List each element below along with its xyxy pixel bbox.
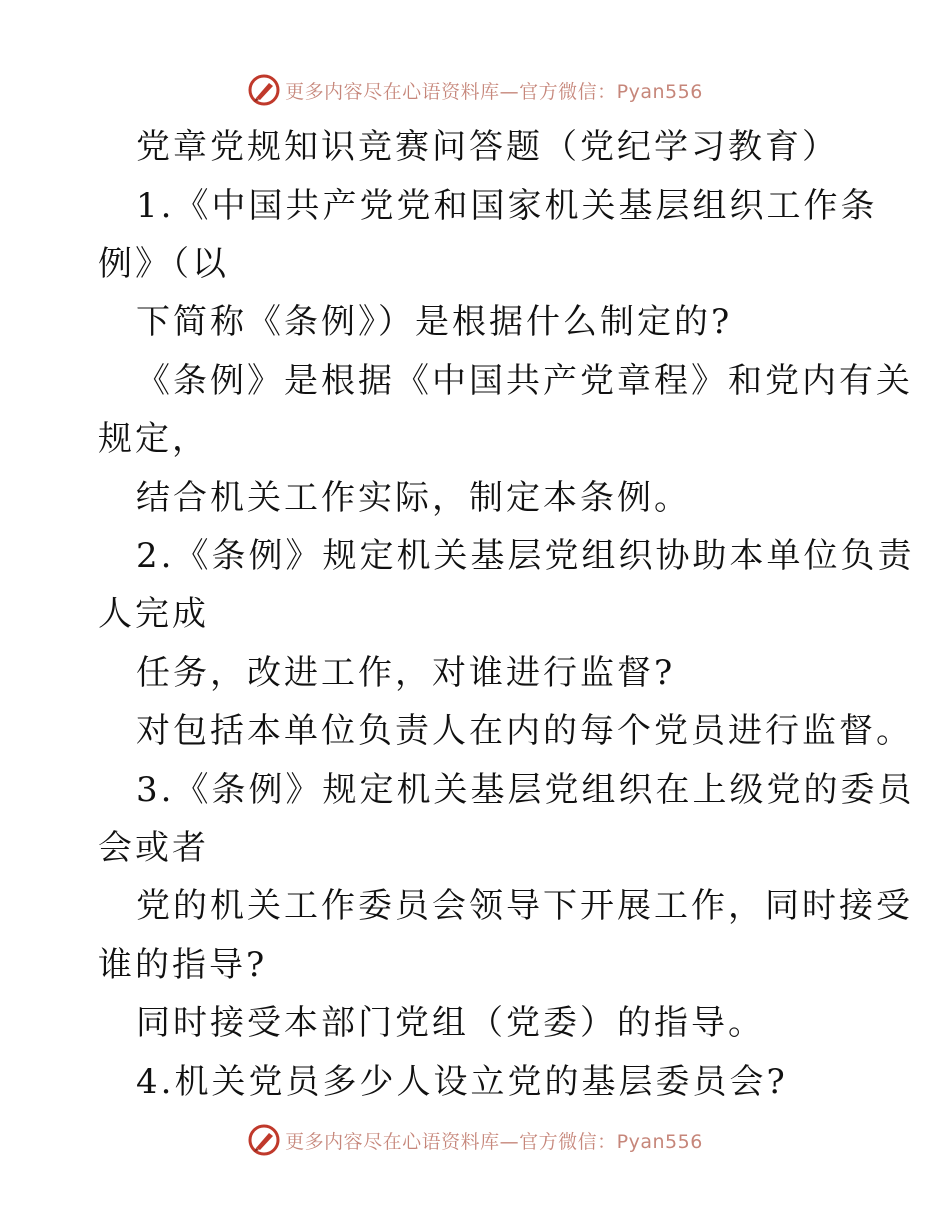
watermark-text: 更多内容尽在心语资料库—官方微信：Pyan556 (285, 80, 703, 103)
answer-1: 《条例》是根据《中国共产党章程》和党内有关 (136, 361, 913, 401)
answer-1-wrap: 规定， (98, 419, 209, 459)
question-2-cont: 任务，改进工作，对谁进行监督? (136, 653, 676, 693)
question-3: 3.《条例》规定机关基层党组织在上级党的委员 (136, 770, 915, 810)
pen-logo-icon (247, 1123, 281, 1157)
watermark-text: 更多内容尽在心语资料库—官方微信：Pyan556 (285, 1130, 703, 1153)
answer-2: 对包括本单位负责人在内的每个党员进行监督。 (136, 711, 913, 751)
question-3-wrap-2: 谁的指导? (98, 945, 268, 985)
answer-3: 同时接受本部门党组（党委）的指导。 (136, 1003, 765, 1043)
question-1-wrap: 例》（以 (98, 244, 229, 284)
question-3-wrap: 会或者 (98, 828, 209, 868)
answer-1-cont: 结合机关工作实际，制定本条例。 (136, 478, 691, 518)
question-2-wrap: 人完成 (98, 594, 209, 634)
footer-watermark (0, 1120, 950, 1160)
question-3-cont: 党的机关工作委员会领导下开展工作，同时接受 (136, 886, 913, 926)
question-1: 1.《中国共产党党和国家机关基层组织工作条 (136, 186, 878, 226)
question-1-cont: 下简称《条例》）是根据什么制定的? (136, 302, 733, 342)
question-4: 4.机关党员多少人设立党的基层委员会? (136, 1062, 788, 1102)
document-title: 党章党规知识竞赛问答题（党纪学习教育） (136, 127, 839, 167)
question-2: 2.《条例》规定机关基层党组织协助本单位负责 (136, 536, 915, 576)
